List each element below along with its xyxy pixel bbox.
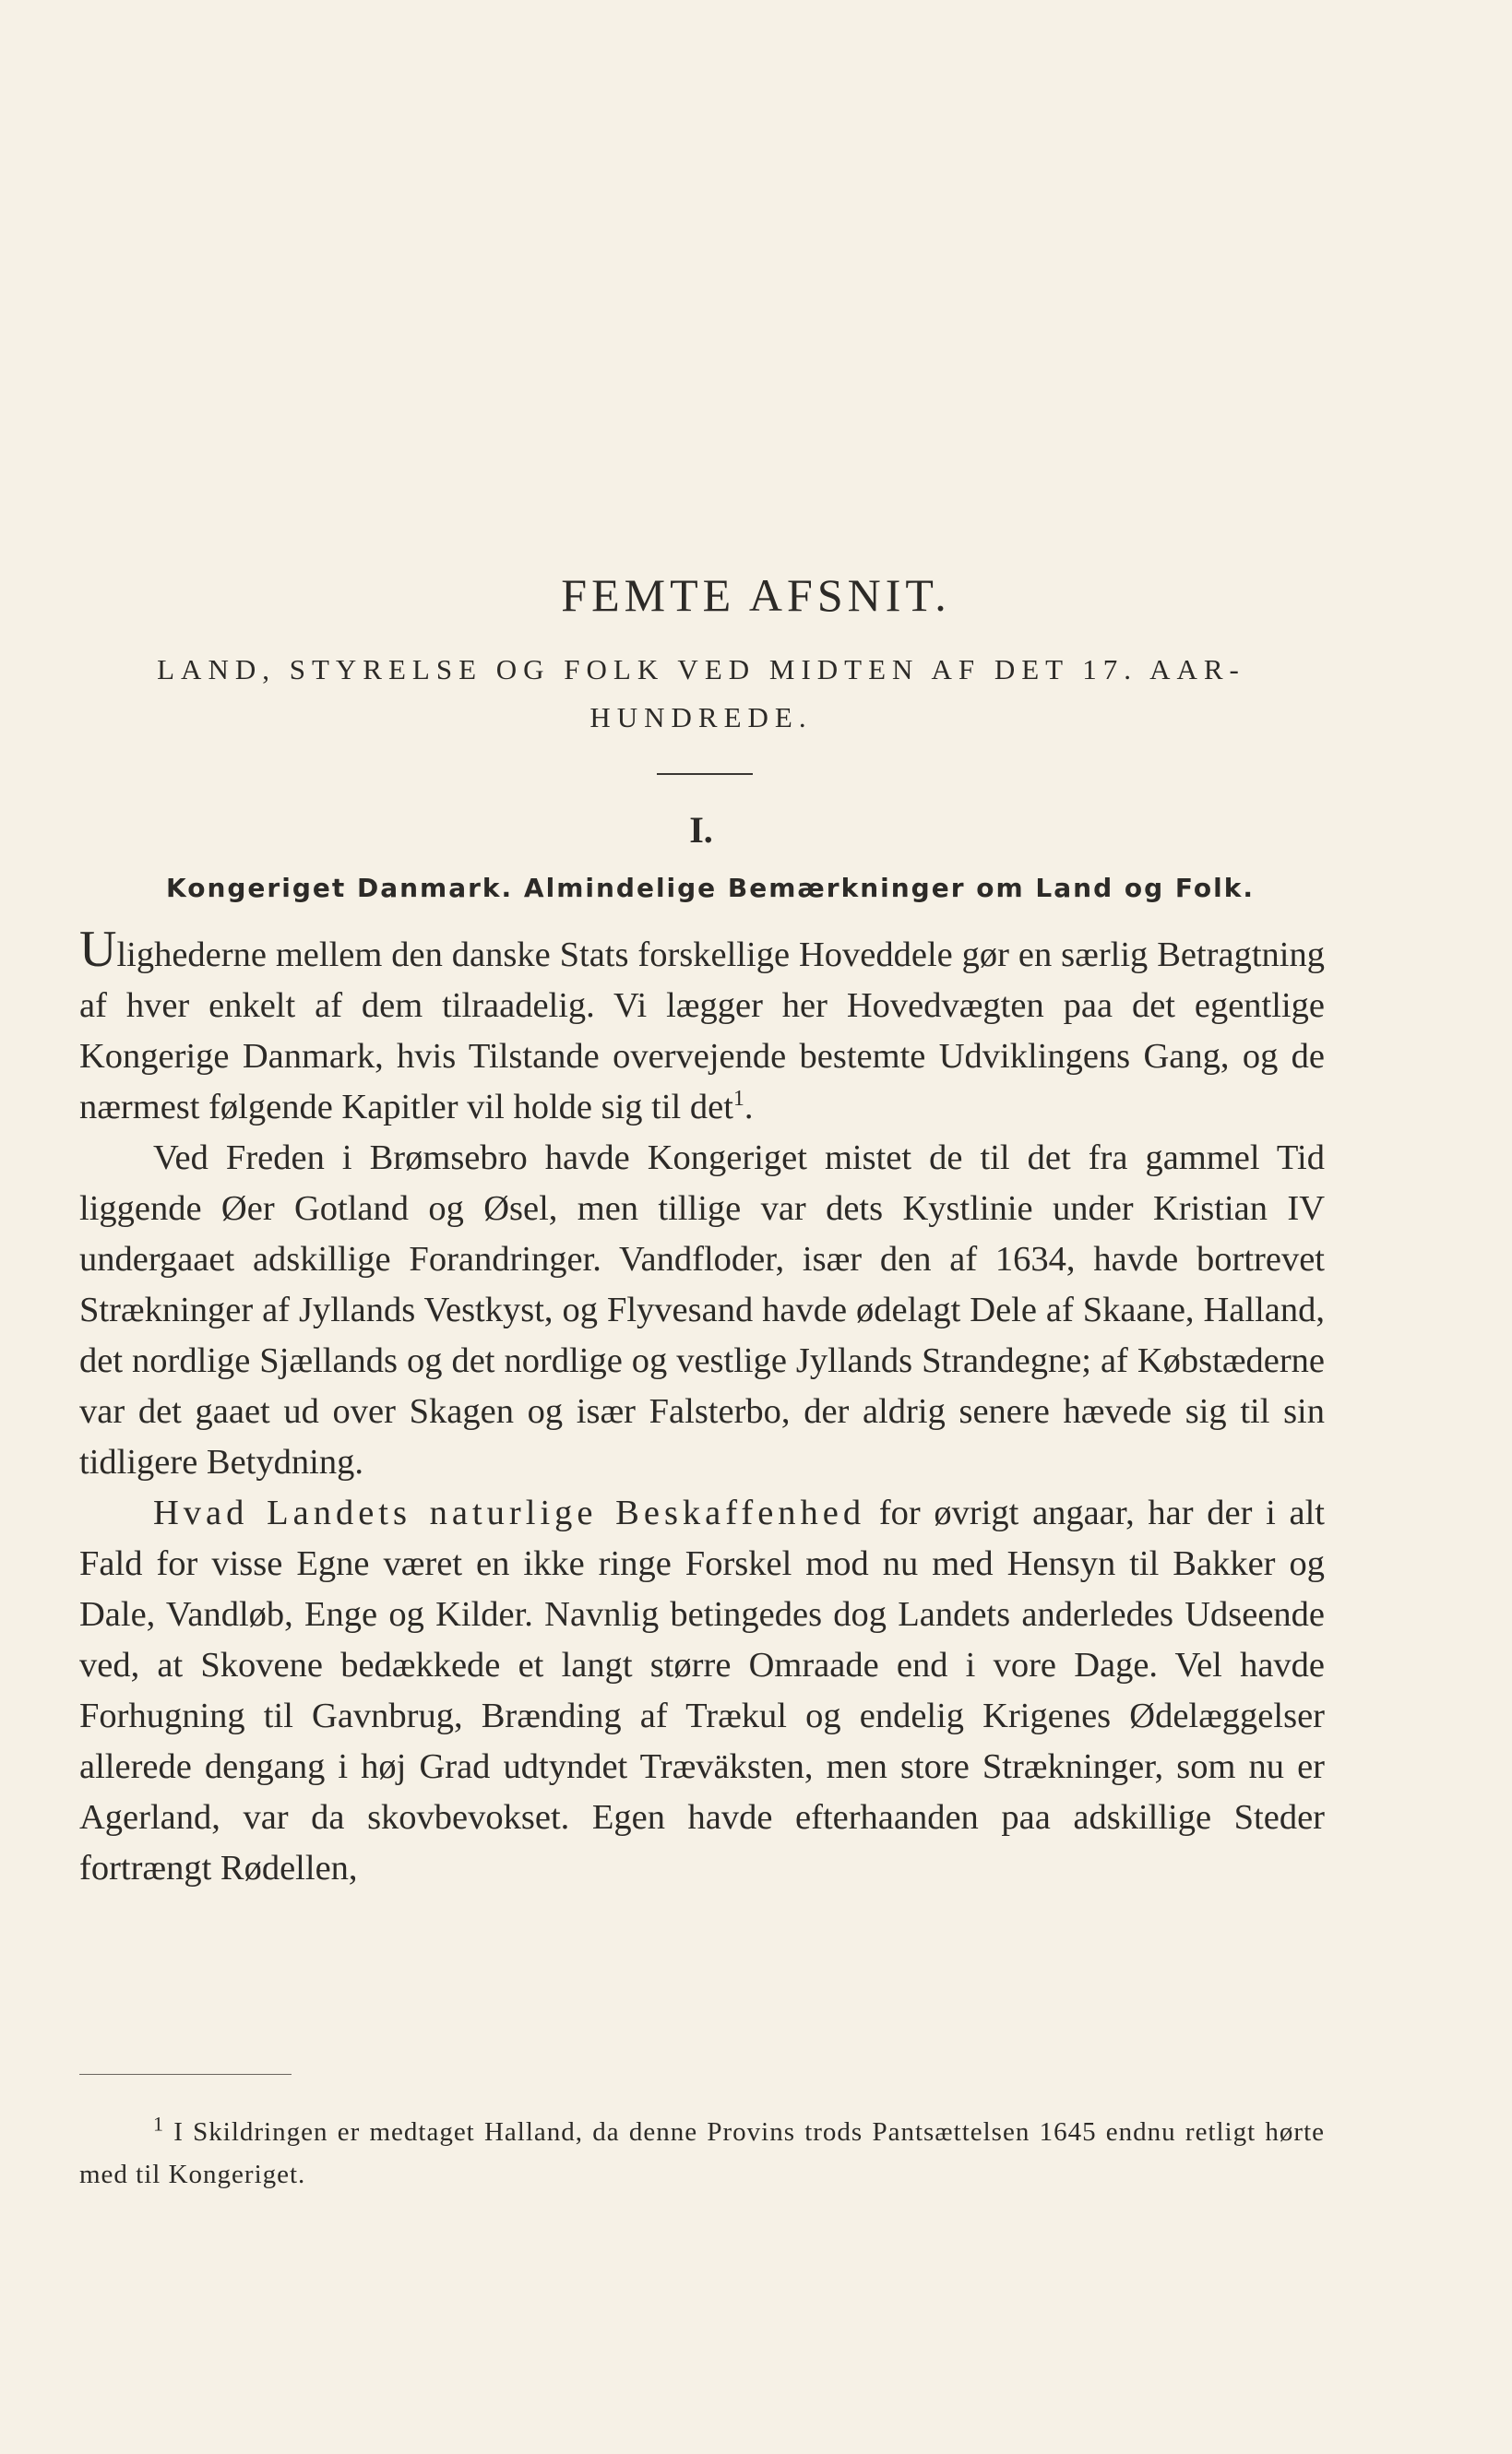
chapter-number: I. [689,809,713,851]
footnote [79,2111,1325,2196]
paragraph-3-spaced-text: Hvad Landets naturlige Beskaffenhed [153,1494,866,1532]
paragraph-2: Ved Freden i Brømsebro havde Kongeriget mistet de til det fra gammel Tid liggende Øer Gotland og Øsel, men tillige var dets Kystlinie under Kristian IV undergaaet adskillige Forandringer. Vandfloder, især den af 1634, havde bortrevet Strækninger af Jyllands Vestkyst, og Flyvesand havde ødelagt Dele af Skaane, Halland, det nordlige Sjællands og det nordlige og vestlige Jyllands Strandegne; af Købstæderne var det gaaet ud over Skagen og især Falsterbo, der aldrig senere hævede sig til sin tidligere Betydning. [79,1138,1325,1482]
chapter-title: Kongeriget Danmark. Almindelige Bemærkninger om Land og Folk. [166,873,1255,903]
paragraph-3-text: for øvrigt angaar, har der i alt Fald for visse Egne været en ikke ringe Forskel mod nu med Hensyn til Bakker og Dale, Vandløb, Enge og Kilder. Navnlig betingedes dog Landets anderledes Udseende ved, at Skovene bedækkede et langt større Omraade end i vore Dage. Vel havde Forhugning til Gavnbrug, Brænding af Trækul og endelig Krigenes Ødelæggelser allerede dengang i høj Grad udtyndet Træväksten, men store Strækninger, som nu er Agerland, var da skovbevokset. Egen havde efterhaanden paa adskillige Steder fortrængt Rødellen, [79,1494,1325,1888]
part-title: FEMTE AFSNIT. [561,569,951,621]
footnote-text: I Skildringen er medtaget Halland, da denne Provins trods Pantsættelsen 1645 endnu retligt hørte med til Kongeriget. [79,2117,1325,2189]
footnote-divider [79,2074,292,2075]
paragraph-1 [79,921,1325,1133]
initial-letter: U [79,921,117,978]
body-text [79,921,1325,1894]
footnote-reference: 1 [732,1087,744,1112]
footnote-mark: 1 [153,2112,164,2136]
part-subtitle: LAND, STYRELSE OG FOLK VED MIDTEN AF DET 17. AAR-HUNDREDE. [157,653,1245,733]
paragraph-1-end: . [744,1088,754,1126]
title-divider [657,773,753,775]
paragraph-3 [79,1488,1325,1894]
paragraph-1-text: lighederne mellem den danske Stats forskellige Hoveddele gør en særlig Betragtning af hver enkelt af dem tilraadelig. Vi lægger her Hovedvægten paa det egentlige Kongerige Danmark, hvis Tilstande overvejende bestemte Udviklingens Gang, og de nærmest følgende Kapitler vil holde sig til det [79,935,1325,1126]
